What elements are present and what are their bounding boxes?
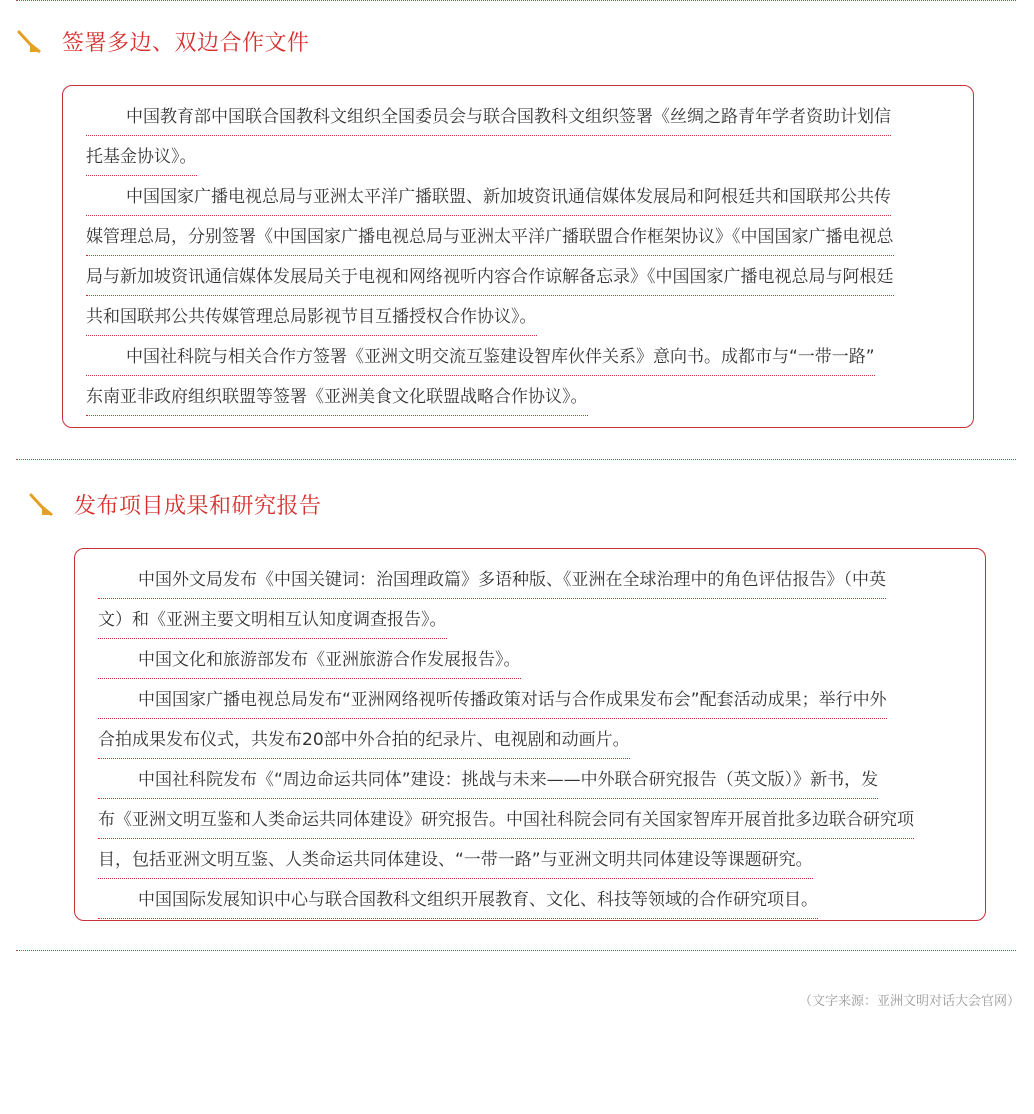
line-underline (86, 175, 197, 176)
paragraph-line: 中国文化和旅游部发布《亚洲旅游合作发展报告》。 (138, 650, 521, 670)
paragraph-line: 局与新加坡资讯通信媒体发展局关于电视和网络视听内容合作谅解备忘录》《中国国家广播电视总局与阿根廷 (86, 267, 894, 287)
paragraph-line: 媒管理总局，分别签署《中国国家广播电视总局与亚洲太平洋广播联盟合作框架协议》《中国国家广播电视总 (86, 227, 894, 247)
source-note: （文字来源：亚洲文明对话大会官网） (798, 994, 1020, 1009)
line-underline (86, 335, 537, 336)
paragraph-line: 中国社科院与相关合作方签署《亚洲文明交流互鉴建设智库伙伴关系》意向书。成都市与“一带一路” (126, 347, 875, 367)
section2-header (28, 489, 322, 520)
section1-header (16, 26, 310, 57)
line-underline (98, 678, 521, 679)
section1-box (62, 85, 974, 428)
arrow-down-right-icon (16, 28, 44, 56)
paragraph-line: 中国社科院发布《“周边命运共同体”建设：挑战与未来——中外联合研究报告（英文版）》新书，发 (138, 770, 879, 790)
line-underline (98, 718, 887, 719)
line-underline (98, 638, 447, 639)
line-underline (86, 415, 588, 416)
paragraph-line: 合拍成果发布仪式，共发布20部中外合拍的纪录片、电视剧和动画片。 (98, 730, 630, 750)
arrow-down-right-icon (28, 491, 56, 519)
line-underline (98, 798, 878, 799)
line-underline (86, 215, 891, 216)
paragraph-line: 中国国家广播电视总局与亚洲太平洋广播联盟、新加坡资讯通信媒体发展局和阿根廷共和国联邦公共传 (126, 187, 891, 207)
line-underline (86, 135, 891, 136)
paragraph-line: 东南亚非政府组织联盟等签署《亚洲美食文化联盟战略合作协议》。 (86, 387, 588, 407)
line-underline (98, 918, 818, 919)
line-underline (86, 255, 894, 256)
paragraph-line: 文）和《亚洲主要文明相互认知度调查报告》。 (98, 610, 447, 630)
section2-title: 发布项目成果和研究报告 (74, 494, 322, 519)
line-underline (98, 878, 813, 879)
line-underline (86, 295, 894, 296)
line-underline (86, 375, 875, 376)
section1-title: 签署多边、双边合作文件 (62, 31, 310, 56)
top-divider (16, 0, 1016, 1)
paragraph-line: 目，包括亚洲文明互鉴、人类命运共同体建设、“一带一路”与亚洲文明共同体建设等课题研究。 (98, 850, 813, 870)
section2-box (74, 548, 986, 921)
paragraph-line: 中国外文局发布《中国关键词：治国理政篇》多语种版、《亚洲在全球治理中的角色评估报告》（中英 (138, 570, 886, 590)
line-underline (98, 598, 886, 599)
paragraph-line: 中国国家广播电视总局发布“亚洲网络视听传播政策对话与合作成果发布会”配套活动成果；举行中外 (138, 690, 887, 710)
middle-divider (16, 459, 1016, 460)
paragraph-line: 托基金协议》。 (86, 147, 197, 167)
paragraph-line: 中国教育部中国联合国教科文组织全国委员会与联合国教科文组织签署《丝绸之路青年学者资助计划信 (126, 107, 891, 127)
bottom-divider (16, 950, 1016, 951)
paragraph-line: 中国国际发展知识中心与联合国教科文组织开展教育、文化、科技等领域的合作研究项目。 (138, 890, 818, 910)
paragraph-line: 布《亚洲文明互鉴和人类命运共同体建设》研究报告。中国社科院会同有关国家智库开展首批多边联合研究项 (98, 810, 914, 830)
line-underline (98, 758, 630, 759)
line-underline (98, 838, 914, 839)
paragraph-line: 共和国联邦公共传媒管理总局影视节目互播授权合作协议》。 (86, 307, 537, 327)
